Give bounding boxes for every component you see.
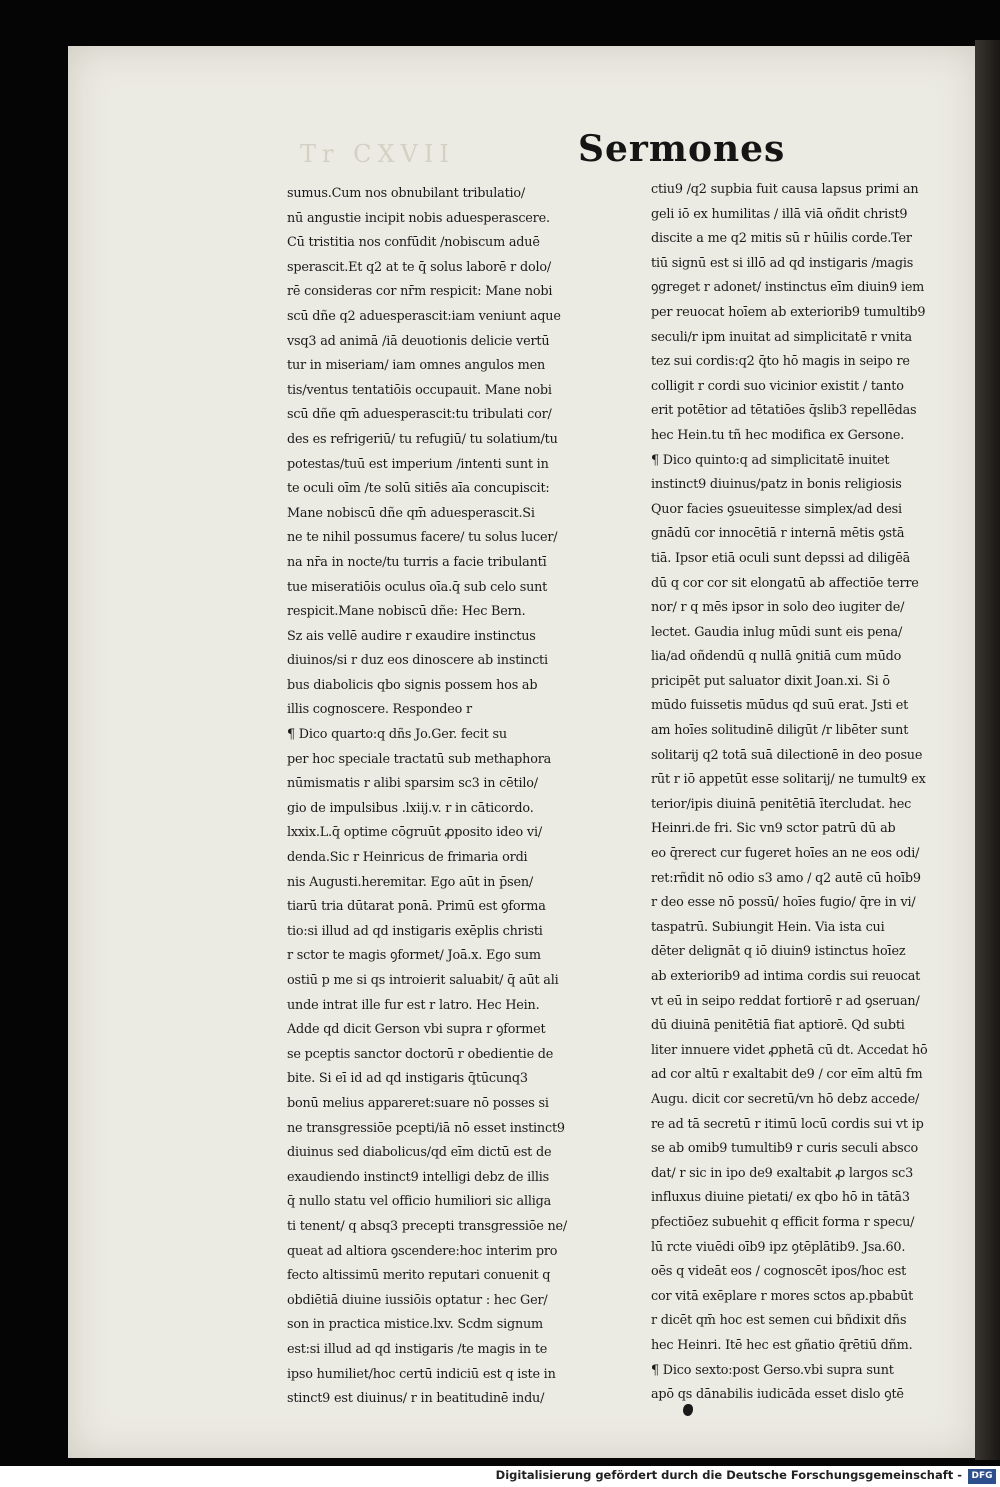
text-line: sperascit.Et q2 at te q̄ solus laborē r dolo/ <box>287 259 551 275</box>
text-line: dū diuinā penitētiā fiat aptiorē. Qd subti <box>651 1018 905 1034</box>
text-line: stinct9 est diuinus/ r in beatitudinē indu/ <box>287 1391 545 1407</box>
text-line: obdiētiā diuine iussiōis optatur : hec Ger/ <box>287 1292 548 1308</box>
text-line: ꝯgreget r adonet/ instinctus eīm diuin9 iem <box>651 280 925 296</box>
text-line: tiā. Ipsor etiā oculi sunt depssi ad diligēā <box>651 550 911 566</box>
text-line: Heinri.de fri. Sic vn9 sctor patrū dū ab <box>651 821 896 837</box>
text-line: tio:si illud ad qd instigaris exēplis christi <box>287 923 543 939</box>
text-line: dū q cor cor sit elongatū ab affectiōe terre <box>651 575 919 591</box>
text-line: pricipēt put saluator dixit Joan.xi. Si ō <box>651 673 890 689</box>
text-line: denda.Sic r Heinricus de frimaria ordi <box>287 850 528 866</box>
text-line: queat ad altiora ꝯscendere:hoc interim pro <box>287 1243 558 1259</box>
text-line: vt eū in seipo reddat fortiorē r ad ꝯseruan/ <box>651 993 920 1009</box>
text-line: se ab omib9 tumultib9 r curis seculi absco <box>651 1141 919 1157</box>
text-line: q̄ nullo statu vel officio humiliori sic alliga <box>287 1194 552 1210</box>
text-line: r sctor te magis ꝯformet/ Joā.x. Ego sum <box>287 948 541 964</box>
text-line: potestas/tuū est imperium /intenti sunt in <box>287 456 549 472</box>
text-line: ad cor altū r exaltabit de9 / cor eīm altū fm <box>651 1067 923 1083</box>
text-line: exaudiendo instinct9 intelligi debz de illis <box>287 1169 550 1185</box>
text-line: son in practica mistice.lxv. Scdm signum <box>287 1317 543 1333</box>
text-line: lectet. Gaudia inlug mūdi sunt eis pena/ <box>651 624 903 640</box>
text-line: nūmismatis r alibi sparsim sc3 in cētilo/ <box>287 776 538 792</box>
text-line: est:si illud ad qd instigaris /te magis in te <box>287 1341 548 1357</box>
text-line: sumus.Cum nos obnubilant tribulatio/ <box>287 186 526 201</box>
running-head: Sermones <box>578 128 786 170</box>
text-line: cor vitā exēplare r mores sctos ap.pbabūt <box>651 1288 914 1304</box>
text-line: ipso humiliet/hoc certū indiciū est q iste in <box>287 1366 556 1382</box>
text-line: nū angustie incipit nobis aduesperascere. <box>287 210 550 226</box>
text-line: vsq3 ad animā /iā deuotionis delicie vertū <box>287 333 550 349</box>
text-line: respicit.Mane nobiscū dñe: Hec Bern. <box>287 604 526 620</box>
text-line: na nr̄a in nocte/tu turris a facie tribulantī <box>287 554 547 570</box>
text-line: apō qs dānabilis iudicāda esset dislo ꝯtē <box>651 1387 904 1403</box>
text-line: Quor facies ꝯsueuitesse simplex/ad desi <box>651 501 902 517</box>
text-line: lxxix.L.q̄ optime cōgruūt ꝓposito ideo vi/ <box>287 825 542 841</box>
text-line: bus diabolicis qbo signis possem hos ab <box>287 677 538 693</box>
right-text-column <box>651 178 977 1403</box>
text-line: des es refrigeriū/ tu refugiū/ tu solatium/tu <box>287 431 558 447</box>
text-line: scū dñe q2 aduesperascit:iam veniunt aque <box>287 308 561 324</box>
text-line: per reuocat hoīem ab exteriorib9 tumultib9 <box>651 304 926 320</box>
text-line: Mane nobiscū dñe qm̄ aduesperascit.Si <box>287 505 535 521</box>
text-line: colligit r cordi suo vicinior existit / tanto <box>651 378 904 394</box>
text-line: diuinos/si r duz eos dinoscere ab instincti <box>287 653 548 669</box>
funding-credit: Digitalisierung gefördert durch die Deutsche Forschungsgemeinschaft - <box>495 1468 962 1482</box>
text-line: terior/ipis diuinā penitētiā ītercludat. hec <box>651 796 912 812</box>
text-line: gnādū cor innocētiā r internā mētis ꝯstā <box>651 526 905 542</box>
dfg-logo-icon: DFG <box>968 1469 996 1484</box>
text-line: scū dñe qm̄ aduesperascit:tu tribulati cor/ <box>287 407 552 423</box>
text-line: te oculi oīm /te solū sitiēs aīa concupiscit: <box>287 481 550 497</box>
text-line: tez sui cordis:q2 q̄to hō magis in seipo re <box>651 354 910 370</box>
text-line: solitarij q2 totā suā dilectionē in deo posue <box>651 747 923 763</box>
text-line: geli iō ex humilitas / illā viā oñdit christ9 <box>651 206 908 222</box>
text-line: ret:rñdit nō odio s3 amo / q2 autē cū hoīb9 <box>651 870 921 886</box>
text-line: ostiū p me si qs introierit saluabit/ q̄ aūt ali <box>287 973 559 988</box>
text-line: r dicēt qm̄ hoc est semen cui bñdixit dñs <box>651 1313 907 1329</box>
text-line: nor/ r q mēs ipsor in solo deo iugiter de/ <box>651 600 905 616</box>
text-line: Adde qd dicit Gerson vbi supra r ꝯformet <box>287 1022 546 1038</box>
text-line: r deo esse nō possū/ hoīes fugio/ q̄re in vi/ <box>651 895 916 911</box>
left-text-column <box>287 182 625 1407</box>
text-line: per hoc speciale tractatū sub methaphora <box>287 751 552 767</box>
text-line: unde intrat ille fur est r latro. Hec Hein. <box>287 997 540 1013</box>
text-line: ab exteriorib9 ad intima cordis sui reuocat <box>651 969 921 984</box>
text-line: Sz ais vellē audire r exaudire instinctus <box>287 628 536 644</box>
footer-bar <box>0 1466 1000 1487</box>
text-line: bonū melius appareret:suare nō posses si <box>287 1095 549 1111</box>
text-line: hec Heinri. Itē hec est gñatio q̄rētiū dñm. <box>651 1337 913 1353</box>
text-line: instinct9 diuinus/patz in bonis religiosis <box>651 477 902 493</box>
text-line: nis Augusti.heremitar. Ego aūt in p̄sen/ <box>287 874 533 890</box>
text-line: eo q̄rerect cur fugeret hoīes an ne eos odi/ <box>651 846 920 862</box>
text-line: rē consideras cor nr̄m respicit: Mane nobi <box>287 284 553 300</box>
text-line: influxus diuine pietati/ ex qbo hō in tātā3 <box>651 1190 910 1206</box>
text-line: liter innuere videt ꝓphetā cū dt. Accedat hō <box>651 1042 928 1058</box>
text-line: tue miseratiōis oculus oīa.q̄ sub celo sunt <box>287 579 548 595</box>
text-line: diuinus sed diabolicus/qd eīm dictū est de <box>287 1145 552 1161</box>
text-line: dat/ r sic in ipo de9 exaltabit ꝓ largos sc3 <box>651 1165 914 1181</box>
text-line: ne te nihil possumus facere/ tu solus lucer/ <box>287 530 558 546</box>
text-line: illis cognoscere. Respondeo r <box>287 702 472 718</box>
text-line: Augu. dicit cor secretū/vn hō debz accede/ <box>651 1091 920 1107</box>
text-line: Cū tristitia nos confūdit /nobiscum aduē <box>287 235 540 251</box>
text-line: oēs q videāt eos / cognoscēt ipos/hoc est <box>651 1264 907 1280</box>
text-line: hec Hein.tu tñ hec modifica ex Gersone. <box>651 427 905 443</box>
bleed-through-heading: Tr CXVII <box>300 140 455 168</box>
text-line: ne transgressiōe pcepti/iā nō esset instinct9 <box>287 1120 565 1136</box>
text-line: pfectiōez subuehit q efficit forma r specu/ <box>651 1214 915 1230</box>
text-line: discite a me q2 mitis sū r hūilis corde.Ter <box>651 231 912 247</box>
text-line: lū rcte viuēdi oīb9 ipz ꝯtēplātib9. Jsa.60. <box>651 1239 906 1255</box>
text-line: fecto altissimū merito reputari conuenit q <box>287 1268 551 1284</box>
text-line: gio de impulsibus .lxiij.v. r in cāticordo. <box>287 800 534 816</box>
text-line: am hoīes solitudinē diligūt /r libēter sunt <box>651 723 909 739</box>
text-line: ¶ Dico quarto:q dñs Jo.Ger. fecit su <box>287 727 507 743</box>
text-line: tiū signū est si illō ad qd instigaris /magis <box>651 255 914 271</box>
text-line: ti tenent/ q absq3 precepti transgressiōe ne/ <box>287 1218 568 1234</box>
text-line: tur in miseriam/ iam omnes angulos men <box>287 358 545 374</box>
text-line: se pceptis sanctor doctorū r obedientie de <box>287 1046 554 1062</box>
text-line: erit potētior ad tētatiōes q̄slib3 repellēdas <box>651 403 917 419</box>
text-line: bite. Si eī id ad qd instigaris q̄tūcunq3 <box>287 1071 528 1087</box>
text-line: tiarū tria dūtarat ponā. Primū est ꝯforma <box>287 899 546 915</box>
page-edge <box>975 40 1000 1460</box>
text-line: ctiu9 /q2 supbia fuit causa lapsus primi an <box>651 182 919 197</box>
text-line: ¶ Dico sexto:post Gerso.vbi supra sunt <box>651 1362 894 1378</box>
text-line: re ad tā secretū r itimū locū cordis sui vt ip <box>651 1116 924 1132</box>
text-line: lia/ad oñdendū q nullā ꝯnitiā cum mūdo <box>651 649 902 665</box>
text-line: tis/ventus tentatiōis occupauit. Mane nobi <box>287 382 552 398</box>
text-line: dēter delignāt q iō diuin9 istinctus hoīez <box>651 944 906 960</box>
text-line: rūt r iō appetūt esse solitarij/ ne tumult9 ex <box>651 772 926 788</box>
text-line: seculi/r ipm inuitat ad simplicitatē r vnita <box>651 329 912 345</box>
text-line: taspatrū. Subiungit Hein. Via ista cui <box>651 919 885 935</box>
text-line: ¶ Dico quinto:q ad simplicitatē inuitet <box>651 452 890 468</box>
text-line: mūdo fuissetis mūdus qd suū erat. Jsti et <box>651 698 909 714</box>
